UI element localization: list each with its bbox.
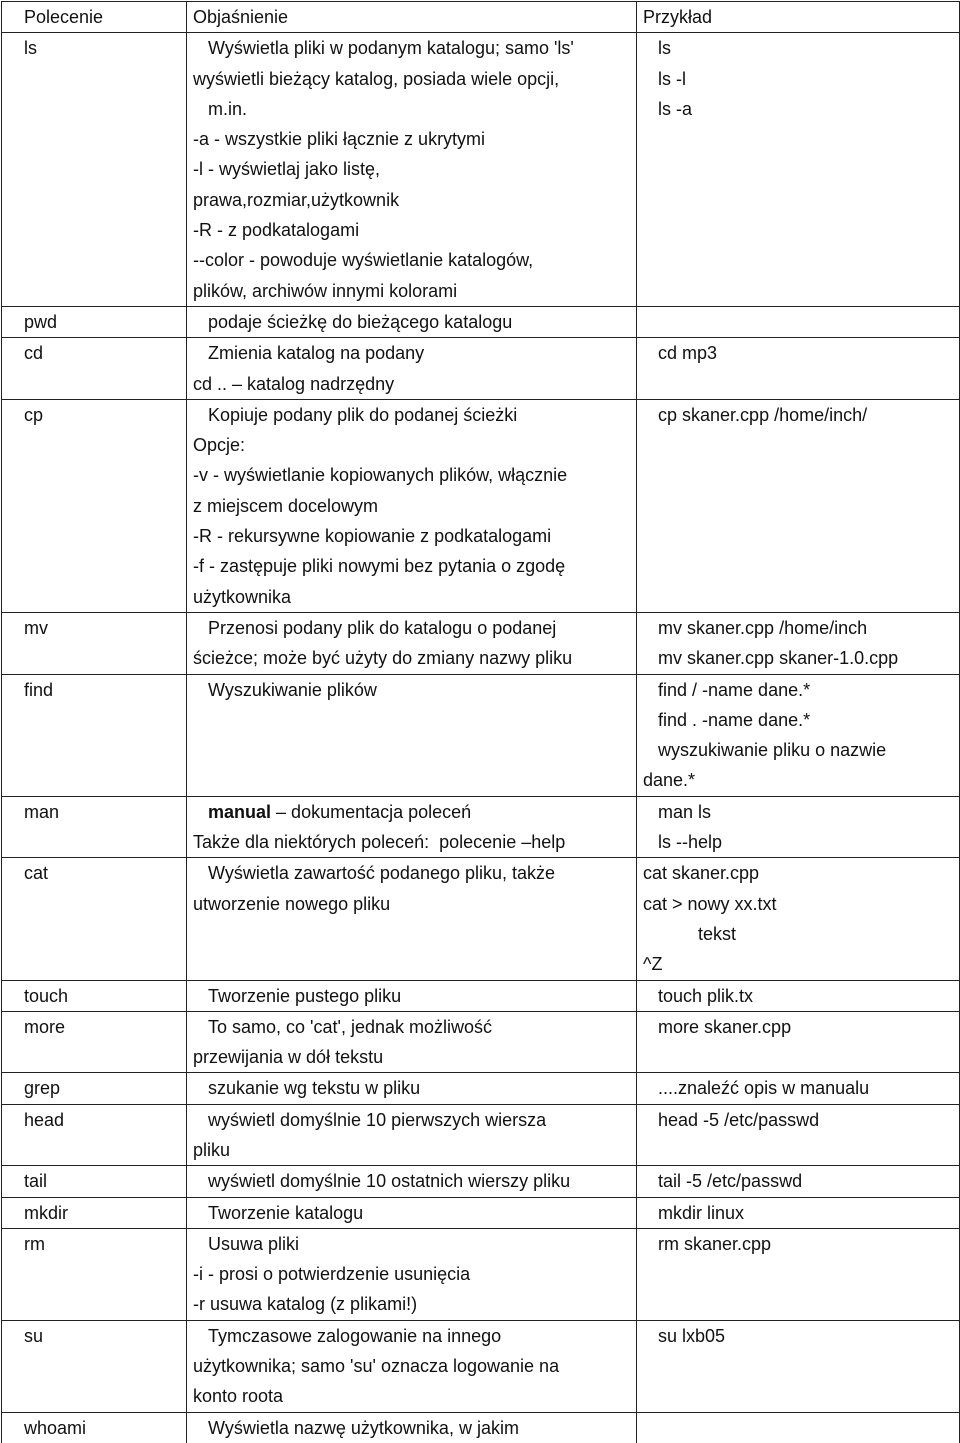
example-cell: su lxb05 xyxy=(637,1320,960,1412)
command-cell: cd xyxy=(2,338,187,400)
table-row xyxy=(2,612,960,674)
table-row xyxy=(2,1197,960,1228)
table-row xyxy=(2,33,960,307)
description-cell: wyświetl domyślnie 10 pierwszych wiersza pliku xyxy=(187,1104,637,1166)
description-cell: wyświetl domyślnie 10 ostatnich wierszy pliku xyxy=(187,1166,637,1197)
table-row xyxy=(2,674,960,796)
description-cell: Kopiuje podany plik do podanej ścieżki Opcje: -v - wyświetlanie kopiowanych plików, włącznie z miejscem docelowym -R - rekursywne kopiowanie z podkatalogami -f - zastępuje pliki nowymi bez pytania o zgodę użytkownika xyxy=(187,399,637,612)
table-row xyxy=(2,858,960,980)
example-cell: ls ls -l ls -a xyxy=(637,33,960,307)
example-cell xyxy=(637,1412,960,1443)
example-cell: cp skaner.cpp /home/inch/ xyxy=(637,399,960,612)
table-row xyxy=(2,306,960,337)
table-row xyxy=(2,1166,960,1197)
description-cell: Tworzenie pustego pliku xyxy=(187,980,637,1011)
description-cell: To samo, co 'cat', jednak możliwość przewijania w dół tekstu xyxy=(187,1011,637,1073)
description-cell: Wyświetla pliki w podanym katalogu; samo 'ls' wyświetli bieżący katalog, posiada wiele opcji, m.in. -a - wszystkie pliki łącznie z ukrytymi -l - wyświetlaj jako listę, prawa,rozmiar,użytkownik -R - z podkatalogami --color - powoduje wyświetlanie katalogów, plików, archiwów innymi kolorami xyxy=(187,33,637,307)
header-command: Polecenie xyxy=(2,2,187,33)
command-cell: su xyxy=(2,1320,187,1412)
table-header-row xyxy=(2,2,960,33)
table-row xyxy=(2,980,960,1011)
example-cell: mkdir linux xyxy=(637,1197,960,1228)
commands-table xyxy=(1,1,960,1443)
example-cell: man ls ls --help xyxy=(637,796,960,858)
command-cell: ls xyxy=(2,33,187,307)
description-cell: Tworzenie katalogu xyxy=(187,1197,637,1228)
command-cell: head xyxy=(2,1104,187,1166)
description-bold-term: manual xyxy=(208,801,272,822)
command-cell: touch xyxy=(2,980,187,1011)
example-cell: rm skaner.cpp xyxy=(637,1228,960,1320)
example-cell: tail -5 /etc/passwd xyxy=(637,1166,960,1197)
example-cell: mv skaner.cpp /home/inch mv skaner.cpp skaner-1.0.cpp xyxy=(637,612,960,674)
command-cell: rm xyxy=(2,1228,187,1320)
description-cell: podaje ścieżkę do bieżącego katalogu xyxy=(187,306,637,337)
table-row xyxy=(2,1228,960,1320)
description-cell: Zmienia katalog na podany cd .. – katalog nadrzędny xyxy=(187,338,637,400)
command-cell: cat xyxy=(2,858,187,980)
description-cell xyxy=(187,796,637,858)
example-cell xyxy=(637,306,960,337)
description-cell: szukanie wg tekstu w pliku xyxy=(187,1073,637,1104)
command-cell: more xyxy=(2,1011,187,1073)
command-cell: pwd xyxy=(2,306,187,337)
command-cell: grep xyxy=(2,1073,187,1104)
table-row xyxy=(2,399,960,612)
command-cell: cp xyxy=(2,399,187,612)
command-cell: whoami xyxy=(2,1412,187,1443)
table-row xyxy=(2,1011,960,1073)
header-description: Objaśnienie xyxy=(187,2,637,33)
table-row xyxy=(2,1073,960,1104)
example-cell: cat skaner.cpp cat > nowy xx.txt tekst ^Z xyxy=(637,858,960,980)
description-text: – dokumentacja poleceń Także dla niektórych poleceń: polecenie –help xyxy=(193,801,566,853)
example-cell: more skaner.cpp xyxy=(637,1011,960,1073)
description-cell: Wyszukiwanie plików xyxy=(187,674,637,796)
table-row xyxy=(2,338,960,400)
command-cell: mkdir xyxy=(2,1197,187,1228)
description-cell: Usuwa pliki -i - prosi o potwierdzenie usunięcia -r usuwa katalog (z plikami!) xyxy=(187,1228,637,1320)
example-cell: ....znaleźć opis w manualu xyxy=(637,1073,960,1104)
command-cell: tail xyxy=(2,1166,187,1197)
example-cell: cd mp3 xyxy=(637,338,960,400)
header-example: Przykład xyxy=(637,2,960,33)
table-row xyxy=(2,1412,960,1443)
description-cell: Wyświetla zawartość podanego pliku, także utworzenie nowego pliku xyxy=(187,858,637,980)
example-cell: touch plik.tx xyxy=(637,980,960,1011)
table-row xyxy=(2,796,960,858)
example-cell: head -5 /etc/passwd xyxy=(637,1104,960,1166)
table-row xyxy=(2,1320,960,1412)
example-cell: find / -name dane.* find . -name dane.* wyszukiwanie pliku o nazwie dane.* xyxy=(637,674,960,796)
command-cell: find xyxy=(2,674,187,796)
description-cell: Tymczasowe zalogowanie na innego użytkownika; samo 'su' oznacza logowanie na konto roota xyxy=(187,1320,637,1412)
description-cell: Przenosi podany plik do katalogu o podanej ścieżce; może być użyty do zmiany nazwy pliku xyxy=(187,612,637,674)
command-cell: mv xyxy=(2,612,187,674)
table-row xyxy=(2,1104,960,1166)
description-cell: Wyświetla nazwę użytkownika, w jakim xyxy=(187,1412,637,1443)
command-cell: man xyxy=(2,796,187,858)
